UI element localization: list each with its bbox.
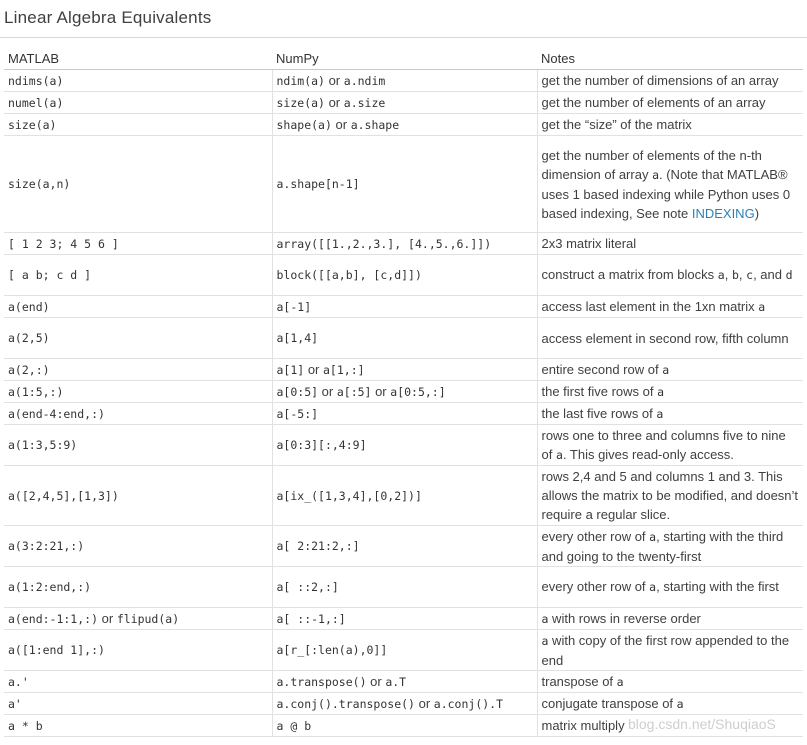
code-fragment: a[-1] (276, 299, 312, 314)
notes-cell (537, 318, 803, 359)
code-fragment: a[r_[:len(a),0]] (276, 643, 388, 657)
numpy-cell (272, 671, 537, 693)
numpy-cell (272, 318, 537, 359)
matlab-cell (4, 693, 272, 715)
code-fragment: ndim(a) (276, 73, 325, 88)
numpy-cell (272, 526, 537, 567)
code-fragment: a.' (8, 674, 29, 689)
text-fragment: , (724, 267, 732, 282)
notes-cell (537, 136, 803, 233)
text-fragment: , (738, 267, 747, 282)
matlab-cell (4, 715, 272, 737)
notes-cell (537, 381, 803, 403)
matlab-cell (4, 114, 272, 136)
code-fragment: a.T (385, 674, 407, 689)
code-fragment: a(2,5) (8, 331, 50, 345)
code-fragment: a[ 2:21:2,:] (276, 539, 360, 553)
text-fragment: . (Note that MATLAB® uses 1 based indexing while Python uses 0 based indexing, See note (541, 166, 791, 221)
code-fragment: a (616, 674, 624, 689)
numpy-cell (272, 693, 537, 715)
code-fragment: a (676, 696, 684, 711)
text-fragment: or (371, 383, 391, 399)
notes-cell (537, 359, 803, 381)
table-header-row (4, 48, 803, 70)
table-row (4, 70, 803, 92)
text-fragment: get the number of elements of the n-th dimension of array (541, 147, 762, 182)
code-fragment: a (717, 268, 725, 282)
text-fragment: access last element in the 1xn matrix (541, 298, 759, 314)
text-fragment: or (318, 383, 337, 399)
notes-cell (537, 567, 803, 608)
numpy-cell (272, 233, 537, 255)
table-row (4, 526, 803, 567)
code-fragment: a[-5:] (276, 406, 319, 421)
header-matlab: MATLAB (4, 48, 272, 70)
code-fragment: a[1] (276, 362, 305, 377)
matlab-cell (4, 526, 272, 567)
text-fragment: . This gives read-only access. (562, 446, 734, 462)
notes-cell (537, 526, 803, 567)
matlab-cell (4, 466, 272, 526)
text-fragment: the last five rows of (541, 405, 657, 421)
code-fragment: a[ ::-1,:] (276, 611, 346, 626)
text-fragment: or (304, 361, 323, 377)
text-fragment: or (324, 72, 344, 88)
code-fragment: a[0:3][:,4:9] (276, 438, 367, 452)
code-fragment: a.shape[n-1] (276, 177, 360, 191)
code-fragment: c (746, 268, 754, 282)
notes-cell (537, 92, 803, 114)
notes-cell (537, 715, 803, 737)
code-fragment: a(1:5,:) (8, 384, 64, 399)
text-fragment: 2x3 matrix literal (541, 236, 637, 251)
matlab-cell (4, 630, 272, 671)
numpy-cell (272, 425, 537, 466)
numpy-cell (272, 92, 537, 114)
code-fragment: a[:5] (336, 384, 372, 399)
text-fragment: or (324, 94, 344, 110)
matlab-cell (4, 233, 272, 255)
code-fragment: a @ b (276, 718, 312, 733)
numpy-cell (272, 608, 537, 630)
text-fragment: entire second row of (541, 361, 663, 377)
table-row (4, 403, 803, 425)
table-row (4, 92, 803, 114)
code-fragment: a (657, 384, 665, 399)
matlab-cell (4, 359, 272, 381)
code-fragment: [ a b; c d ] (8, 268, 92, 282)
code-fragment: numel(a) (8, 95, 64, 110)
code-fragment: a (649, 529, 657, 544)
code-fragment: a[ ::2,:] (276, 580, 339, 594)
notes-cell (537, 466, 803, 526)
code-fragment: a(end-4:end,:) (8, 406, 105, 421)
text-fragment: , and (753, 267, 786, 282)
table-row (4, 425, 803, 466)
text-fragment: matrix multiply (541, 718, 625, 733)
header-numpy: NumPy (272, 48, 537, 70)
code-fragment: a.size (343, 95, 386, 110)
table-row (4, 114, 803, 136)
code-fragment: shape(a) (276, 117, 332, 132)
matlab-cell (4, 608, 272, 630)
code-fragment: array([[1.,2.,3.], [4.,5.,6.]]) (276, 236, 492, 251)
table-row (4, 136, 803, 233)
text-fragment: the first five rows of (541, 383, 658, 399)
table-row (4, 233, 803, 255)
code-fragment: a[0:5] (276, 384, 319, 399)
numpy-cell (272, 715, 537, 737)
text-fragment: , starting with the third and going to the twenty-first (541, 528, 784, 564)
notes-cell (537, 255, 803, 296)
code-fragment: size(a) (276, 95, 325, 110)
notes-cell (537, 608, 803, 630)
code-fragment: a.conj().T (433, 696, 504, 711)
table-body (4, 70, 803, 737)
numpy-cell (272, 136, 537, 233)
text-fragment: get the “size” of the matrix (541, 117, 692, 132)
numpy-cell (272, 403, 537, 425)
numpy-cell (272, 359, 537, 381)
code-fragment: a (656, 406, 664, 421)
text-fragment: rows one to three and columns five to nine of (541, 427, 786, 462)
code-fragment: flipud(a) (116, 611, 180, 626)
code-fragment: a[1,:] (323, 362, 365, 377)
text-fragment: or (366, 673, 386, 689)
notes-cell (537, 233, 803, 255)
code-fragment: a.ndim (343, 73, 386, 88)
notes-cell (537, 296, 803, 318)
text-fragment: get the number of elements of an array (541, 95, 766, 110)
code-fragment: a([1:end 1],:) (8, 643, 105, 657)
equivalents-table (4, 48, 803, 737)
code-fragment: a.transpose() (276, 674, 367, 689)
code-fragment: a (649, 580, 657, 594)
numpy-cell (272, 381, 537, 403)
notes-cell (537, 70, 803, 92)
table-row (4, 567, 803, 608)
watermark: blog.csdn.net/ShuqiaoS (628, 716, 776, 732)
table-row (4, 671, 803, 693)
numpy-cell (272, 114, 537, 136)
code-fragment: b (731, 268, 739, 282)
text-fragment: or (98, 610, 117, 626)
table-row (4, 318, 803, 359)
matlab-cell (4, 403, 272, 425)
numpy-cell (272, 70, 537, 92)
code-fragment: size(a) (8, 117, 57, 132)
table-row (4, 381, 803, 403)
matlab-cell (4, 92, 272, 114)
text-fragment: construct a matrix from blocks (541, 267, 718, 282)
matlab-cell (4, 136, 272, 233)
table-row (4, 255, 803, 296)
table-row (4, 715, 803, 737)
code-fragment: a * b (8, 718, 43, 733)
code-fragment: a(2,:) (8, 362, 50, 377)
matlab-cell (4, 567, 272, 608)
code-fragment: a[1,4] (276, 331, 319, 345)
title-divider (0, 37, 807, 38)
matlab-cell (4, 381, 272, 403)
code-fragment: ndims(a) (8, 73, 64, 88)
code-fragment: a (555, 447, 563, 462)
indexing-link[interactable]: INDEXING (691, 205, 755, 221)
notes-cell (537, 630, 803, 671)
code-fragment: a(1:3,5:9) (8, 438, 78, 452)
header-notes: Notes (537, 48, 803, 70)
numpy-cell (272, 630, 537, 671)
notes-cell (537, 403, 803, 425)
code-fragment: a(3:2:21,:) (8, 539, 85, 553)
matlab-cell (4, 296, 272, 318)
notes-cell (537, 425, 803, 466)
text-fragment: or (414, 695, 434, 711)
text-fragment: , starting with the first (656, 579, 779, 594)
code-fragment: a (541, 633, 549, 648)
matlab-cell (4, 70, 272, 92)
text-fragment: or (331, 116, 351, 132)
code-fragment: a.conj().transpose() (276, 696, 415, 711)
code-fragment: a(1:2:end,:) (8, 580, 92, 594)
text-fragment: conjugate transpose of (541, 695, 677, 711)
notes-cell (537, 114, 803, 136)
text-fragment: access element in second row, fifth column (541, 330, 789, 346)
text-fragment: with rows in reverse order (548, 610, 701, 626)
code-fragment: a (541, 611, 549, 626)
code-fragment: a[ix_([1,3,4],[0,2])] (276, 488, 422, 503)
code-fragment: a[0:5,:] (390, 384, 446, 399)
page-title: Linear Algebra Equivalents (4, 8, 212, 27)
text-fragment: get the number of dimensions of an array (541, 73, 779, 88)
notes-cell (537, 671, 803, 693)
table-row (4, 296, 803, 318)
numpy-cell (272, 255, 537, 296)
text-fragment: transpose of (541, 673, 617, 689)
text-fragment: ) (754, 205, 760, 221)
text-fragment: every other row of (541, 579, 650, 594)
table-row (4, 608, 803, 630)
code-fragment: a' (8, 696, 22, 711)
notes-cell (537, 693, 803, 715)
code-fragment: d (785, 268, 793, 282)
numpy-cell (272, 567, 537, 608)
code-fragment: size(a,n) (8, 177, 71, 191)
code-fragment: a (758, 299, 766, 314)
numpy-cell (272, 296, 537, 318)
code-fragment: a (652, 167, 659, 182)
matlab-cell (4, 255, 272, 296)
code-fragment: a.shape (350, 117, 400, 132)
text-fragment: every other row of (541, 528, 650, 544)
code-fragment: a([2,4,5],[1,3]) (8, 488, 119, 503)
table-row (4, 693, 803, 715)
text-fragment: with copy of the first row appended to the end (541, 632, 790, 668)
table-row (4, 359, 803, 381)
matlab-cell (4, 425, 272, 466)
table-row (4, 630, 803, 671)
code-fragment: a(end) (8, 299, 50, 314)
code-fragment: a (662, 362, 670, 377)
numpy-cell (272, 466, 537, 526)
code-fragment: block([[a,b], [c,d]]) (276, 268, 422, 282)
matlab-cell (4, 318, 272, 359)
code-fragment: [ 1 2 3; 4 5 6 ] (8, 236, 119, 251)
table-row (4, 466, 803, 526)
text-fragment: rows 2,4 and 5 and columns 1 and 3. This allows the matrix to be modified, and doesn’t require a regular slice. (541, 469, 799, 522)
code-fragment: a(end:-1:1,:) (8, 611, 99, 626)
matlab-cell (4, 671, 272, 693)
